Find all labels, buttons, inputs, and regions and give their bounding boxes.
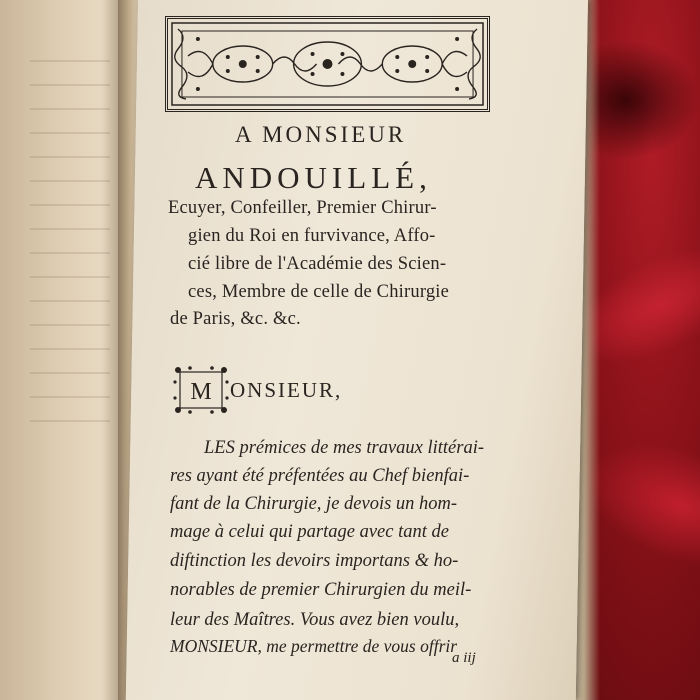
body-line: res ayant été préfentées au Chef bienfai-: [170, 466, 470, 486]
body-line: norables de premier Chirurgien du meil-: [170, 580, 472, 600]
factotum-ornament-icon: [172, 364, 230, 416]
initial-letter: M: [190, 379, 212, 405]
dedication-title-line: de Paris, &c. &c.: [170, 309, 301, 329]
dedication-title-line: gien du Roi en furvivance, Affo-: [188, 226, 436, 246]
salutation-text: ONSIEUR,: [230, 378, 343, 402]
dedication-prefix: A MONSIEUR: [235, 122, 407, 147]
signature-mark: a iij: [452, 650, 476, 666]
ornamental-headpiece: [165, 16, 490, 112]
dedicatee-name: ANDOUILLÉ,: [195, 160, 432, 195]
body-line: mage à celui qui partage avec tant de: [170, 522, 449, 542]
body-line: LES prémices de mes travaux littérai-: [204, 438, 485, 458]
body-line: leur des Maîtres. Vous avez bien voulu,: [170, 610, 460, 630]
dedication-title-line: cié libre de l'Académie des Scien-: [188, 254, 447, 274]
show-through-text: [30, 60, 110, 444]
body-line: diftinction les devoirs importans & ho-: [170, 551, 459, 571]
dedication-title-line: ces, Membre de celle de Chirurgie: [188, 282, 450, 302]
left-page: [0, 0, 130, 700]
decorated-initial: [172, 364, 230, 416]
dedication-title-line: Ecuyer, Confeiller, Premier Chirur-: [168, 198, 437, 218]
body-line: fant de la Chirurgie, je devois un hom-: [170, 494, 458, 514]
headpiece-ornament-icon: [168, 19, 487, 109]
body-line: MONSIEUR, me permettre de vous offrir: [170, 636, 458, 656]
